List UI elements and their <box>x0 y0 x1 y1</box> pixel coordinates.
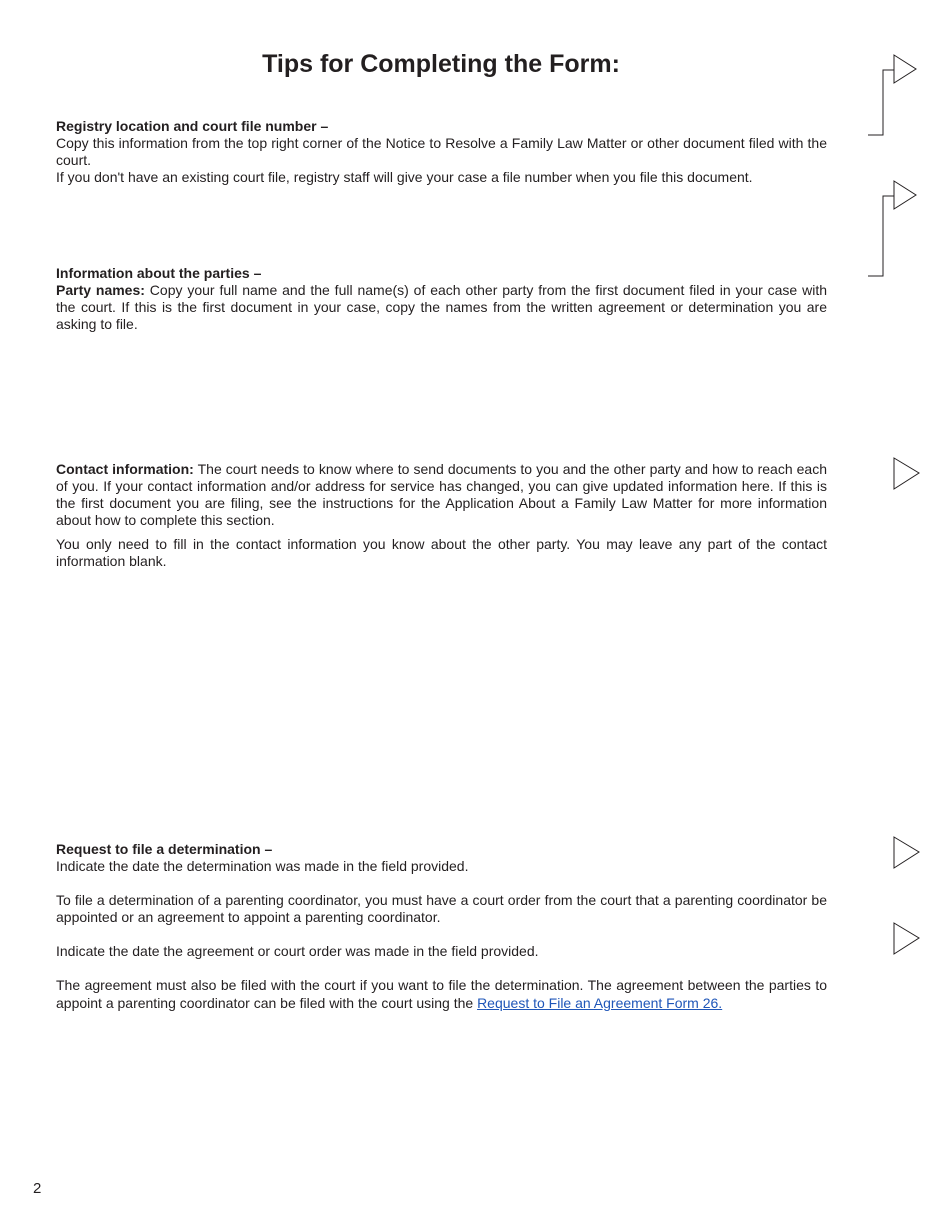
request-to-file-agreement-link[interactable]: Request to File an Agreement Form 26. <box>477 994 723 1011</box>
registry-section <box>56 118 827 186</box>
party-names-paragraph <box>56 282 827 333</box>
party-names-label: Party names: <box>56 282 145 299</box>
parties-heading: Information about the parties – <box>56 265 262 281</box>
contact-paragraph <box>56 461 827 529</box>
registry-paragraph-2: If you don't have an existing court file, registry staff will give your case a file number when you file this document. <box>56 169 753 186</box>
determination-paragraph-1: Indicate the date the determination was made in the field provided. <box>56 858 469 875</box>
page-title: Tips for Completing the Form: <box>262 50 620 78</box>
arrow-icon <box>888 455 928 495</box>
determination-paragraph-4 <box>56 977 827 1011</box>
registry-paragraph-1: Copy this information from the top right corner of the Notice to Resolve a Family Law Matter or other document filed with the court. <box>56 135 827 169</box>
determination-paragraph-3: Indicate the date the agreement or court order was made in the field provided. <box>56 943 539 960</box>
parties-section <box>56 265 827 333</box>
bracket-arrow-icon <box>864 50 924 140</box>
contact-label: Contact information: <box>56 461 194 477</box>
determination-paragraph-4-text: The agreement must also be filed with the court if you want to file the determination. The agreement between the parties to appoint a parenting coordinator can be filed with the court using the <box>56 977 827 1011</box>
bracket-arrow-icon <box>864 176 924 280</box>
determination-section <box>56 841 827 1012</box>
determination-paragraph-2: To file a determination of a parenting coordinator, you must have a court order from the court that a parenting coordinator be appointed or an agreement to appoint a parenting coordinator. <box>56 892 827 926</box>
registry-heading: Registry location and court file number – <box>56 118 329 134</box>
determination-heading: Request to file a determination – <box>56 841 273 857</box>
party-names-text: Copy your full name and the full name(s) of each other party from the first document filed in your case with the court. If this is the first document in your case, copy the names from the written agreement or determination you are asking to file. <box>56 282 827 333</box>
contact-paragraph-2: You only need to fill in the contact information you know about the other party. You may leave any part of the contact information blank. <box>56 536 827 570</box>
page-number: 2 <box>33 1180 42 1197</box>
arrow-icon <box>888 834 928 874</box>
arrow-icon <box>888 920 928 960</box>
contact-text: The court needs to know where to send documents to you and the other party and how to reach each of you. If your contact information and/or address for service has changed, you can give updated information here. If this is the first document you are filing, see the instructions for the Application About a Family Law Matter for more information about how to complete this section. <box>56 461 827 529</box>
contact-section <box>56 461 827 571</box>
